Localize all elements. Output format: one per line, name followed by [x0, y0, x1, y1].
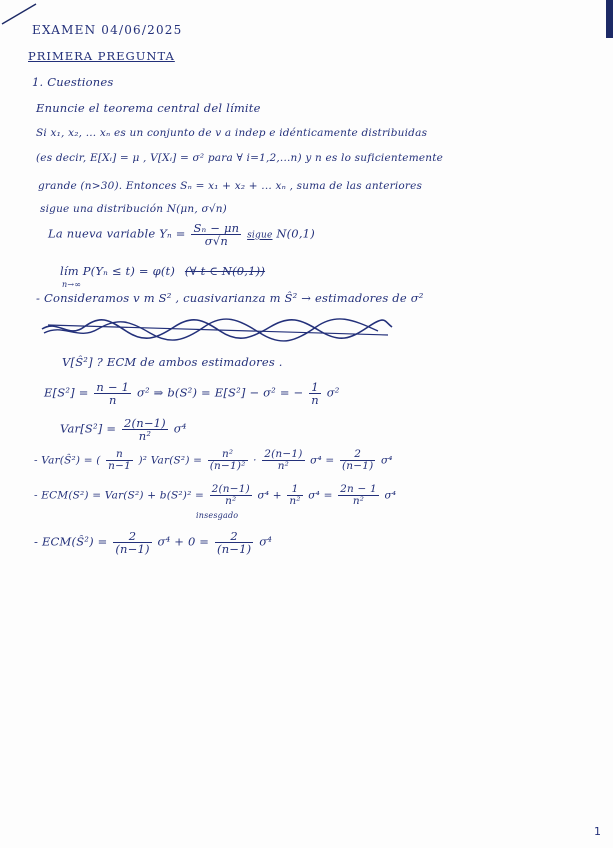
ecm-quasi-fraction-1: [113, 530, 151, 555]
quasi-variance-fraction-3: [262, 449, 304, 472]
quasi-variance-line: [34, 449, 393, 472]
ecm-s2-fraction-1: [210, 484, 252, 507]
ecm-quasi-prefix: - ECM(Ŝ²) =: [34, 534, 108, 549]
quasi-variance-fraction-2: [208, 449, 248, 472]
new-variable-fraction: [191, 222, 241, 247]
new-variable-prefix: La nueva variable Yₙ =: [48, 226, 186, 241]
quasi-variance-den-4: (n−1): [341, 460, 374, 473]
limit-line: [60, 264, 265, 278]
expectation-fraction-2: [309, 381, 321, 406]
ecm-quasi-middle: σ⁴ + 0 =: [157, 534, 210, 549]
quasi-variance-num-3: 2(n−1): [264, 448, 303, 460]
text-line-2: Si x₁, x₂, ... xₙ es un conjunto de v a indep e idénticamente distribuidas: [36, 127, 428, 139]
crossed-out-scribble: [38, 315, 398, 343]
ecm-s2-middle-2: σ⁴ =: [308, 489, 333, 502]
quasi-variance-dot: ·: [253, 454, 257, 467]
variance-line: [60, 417, 187, 442]
section-title: PRIMERA PREGUNTA: [28, 49, 175, 63]
text-line-1: Enuncie el teorema central del límite: [36, 101, 261, 115]
subsection-title: 1. Cuestiones: [32, 75, 114, 89]
quasi-variance-middle: )² Var(S²) =: [138, 454, 203, 467]
expectation-middle: σ² ⇒ b(S²) = E[S²] − σ² = −: [136, 385, 304, 400]
quasi-variance-num-2: n²: [221, 448, 234, 460]
ecm-quasi-num-1: 2: [128, 529, 137, 543]
insesgado-label: insesgado: [196, 511, 239, 520]
limit-struck-text: (∀ t ∈ N(0,1)): [184, 264, 266, 278]
text-line-3: (es decir, E[Xᵢ] = μ , V[Xᵢ] = σ² para ∀ i=1,2,...n) y n es lo suficientemente: [36, 152, 444, 164]
new-variable-numerator: Sₙ − μn: [193, 221, 240, 235]
normal-dist: N(0,1): [276, 226, 315, 241]
ecm-s2-den-2: n²: [289, 495, 301, 508]
ecm-s2-fraction-3: [338, 484, 379, 507]
expectation-fraction-1: [94, 381, 131, 406]
variance-fraction: [122, 417, 168, 442]
expectation-num-2: 1: [311, 380, 319, 394]
quasi-variance-fraction-4: [340, 449, 375, 472]
ecm-quasi-den-1: (n−1): [115, 542, 150, 557]
ecm-quasi-end: σ⁴: [259, 534, 273, 549]
ecm-s2-den-3: n²: [338, 495, 379, 507]
quasi-variance-den-1: n−1: [108, 460, 131, 473]
ecm-s2-line: [34, 484, 396, 507]
expectation-line: [44, 381, 340, 406]
expectation-end: σ²: [326, 385, 340, 400]
variance-den: n²: [122, 429, 168, 442]
ecm-s2-num-2: 1: [291, 483, 299, 495]
ecm-s2-fraction-2: [287, 484, 302, 507]
ecm-quasi-num-2: 2: [230, 529, 238, 543]
variance-prefix: Var[S²] =: [60, 421, 117, 436]
ecm-quasi-den-2: (n−1): [217, 542, 252, 557]
quasi-variance-prefix: - Var(Ŝ²) = (: [34, 454, 101, 467]
ecm-s2-num-1: 2(n−1): [211, 483, 250, 495]
quasi-variance-num-4: 2: [354, 448, 362, 460]
quasi-variance-den-2: (n−1)²: [209, 460, 246, 473]
ecm-s2-den-1: n²: [210, 495, 252, 507]
ecm-s2-middle: σ⁴ +: [257, 489, 282, 502]
text-line-4: grande (n>30). Entonces Sₙ = x₁ + x₂ + ... xₙ , suma de las anteriores: [38, 180, 423, 192]
limit-subscript: n→∞: [62, 280, 82, 289]
quasi-variance-fraction-1: [106, 449, 133, 472]
text-line-5: sigue una distribución N(μn, σ√n): [40, 203, 227, 215]
quasi-variance-den-3: n²: [262, 460, 304, 472]
ecm-quasi-line: [34, 530, 272, 555]
quasi-variance-middle-2: σ⁴ =: [310, 454, 335, 467]
exam-title: EXAMEN 04/06/2025: [32, 23, 183, 37]
expectation-den-2: n: [311, 393, 319, 408]
limit-expression: lím P(Yₙ ≤ t) = φ(t): [60, 264, 176, 278]
vcm-line: V[Ŝ²] ? ECM de ambos estimadores .: [62, 355, 283, 369]
sigue-label: sigue: [247, 230, 273, 241]
variance-num: 2(n−1): [124, 416, 166, 430]
ecm-s2-end: σ⁴: [384, 489, 397, 502]
page-number: 1: [594, 825, 601, 838]
expectation-den-1: n: [94, 393, 131, 406]
ecm-s2-prefix: - ECM(S²) = Var(S²) + b(S²)² =: [34, 489, 205, 502]
page-edge-mark: [606, 0, 613, 38]
ecm-s2-num-3: 2n − 1: [340, 483, 377, 495]
quasi-variance-num-1: n: [116, 448, 124, 460]
ecm-quasi-fraction-2: [215, 530, 253, 555]
consider-line: - Consideramos v m S² , cuasivarianza m Ŝ² → estimadores de σ²: [36, 291, 424, 305]
new-variable-line: [48, 222, 315, 247]
quasi-variance-end: σ⁴: [380, 454, 393, 467]
new-variable-denominator: σ√n: [191, 234, 241, 247]
expectation-num-1: n − 1: [96, 380, 130, 394]
expectation-prefix: E[S²] =: [44, 385, 89, 400]
variance-end: σ⁴: [173, 421, 187, 436]
